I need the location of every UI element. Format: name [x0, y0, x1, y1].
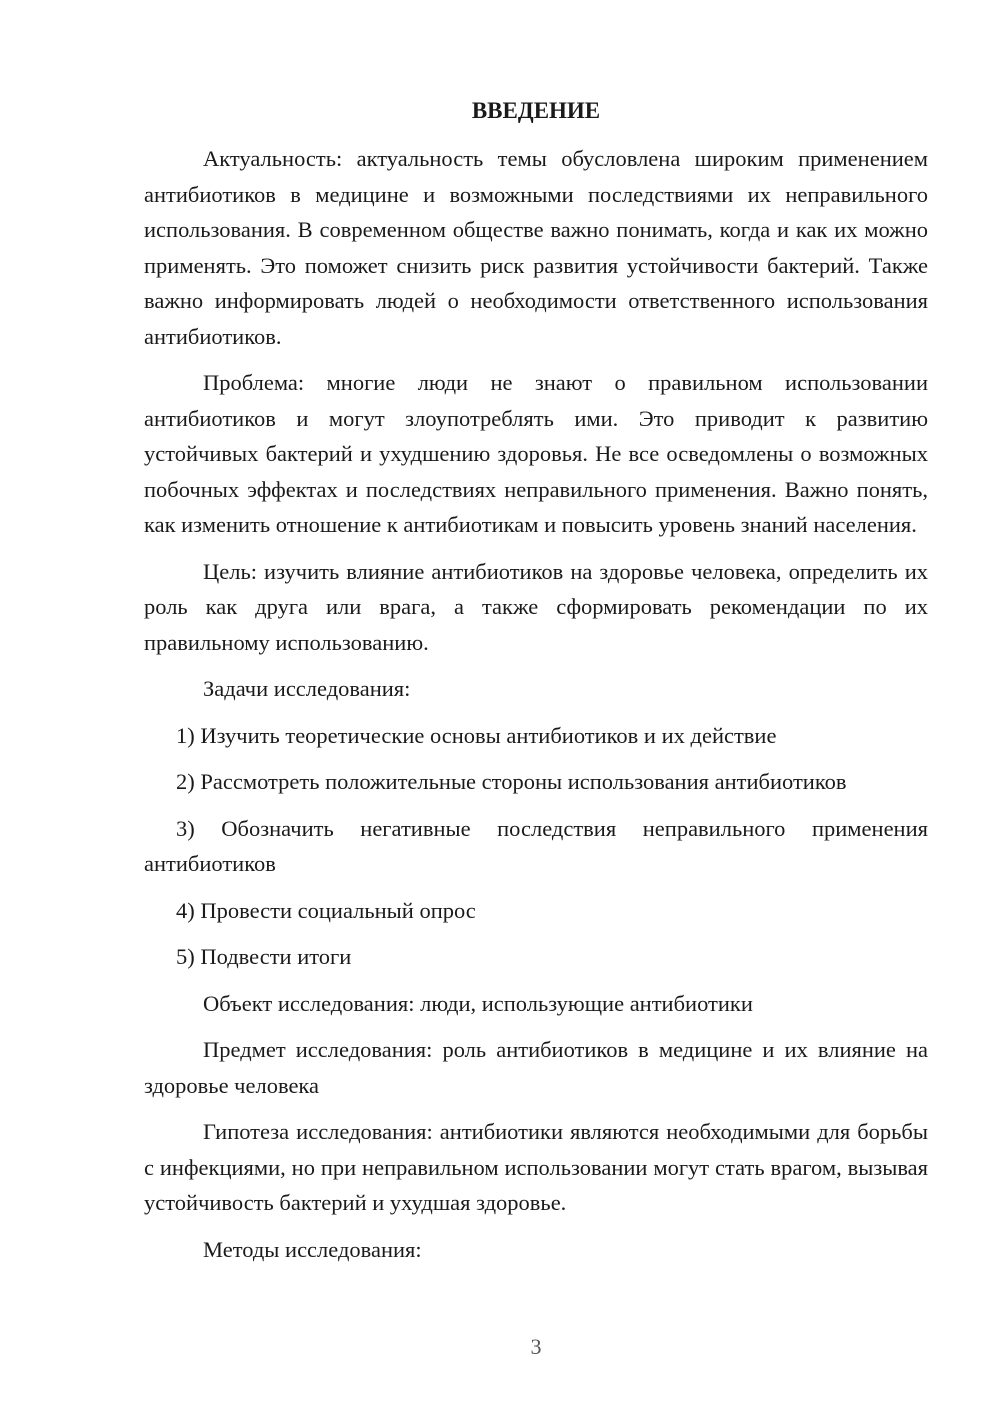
section-title: ВВЕДЕНИЕ — [471, 98, 601, 123]
paragraph-goal: Цель: изучить влияние антибиотиков на здоровье человека, определить их роль как друга или врага, а также сформировать рекомендации по их правильному использованию. — [144, 558, 928, 655]
task-item: 5) Подвести итоги — [176, 944, 352, 969]
tasks-heading: Задачи исследования: — [203, 676, 411, 701]
page-number: 3 — [530, 1334, 542, 1359]
task-item: 1) Изучить теоретические основы антибиотиков и их действие — [176, 722, 777, 748]
task-item: 4) Провести социальный опрос — [176, 897, 476, 923]
task-item: 3) Обозначить негативные последствия неправильного применения антибиотиков — [144, 815, 928, 876]
paragraph-object: Объект исследования: люди, использующие антибиотики — [203, 990, 753, 1016]
paragraph-hypothesis: Гипотеза исследования: антибиотики являются необходимыми для борьбы с инфекциями, но при неправильном использовании могут стать врагом, вызывая устойчивость бактерий и ухудшая здоровье. — [144, 1119, 928, 1215]
paragraph-relevance: Актуальность: актуальность темы обусловлена широким применением антибиотиков в медицине и возможными последствиями их неправильного использования. В современном обществе важно понимать, когда и как их можно применять. Это поможет снизить риск развития устойчивости бактерий. Также важно информировать людей о необходимости ответственного использования антибиотиков. — [144, 146, 928, 349]
paragraph-problem: Проблема: многие люди не знают о правильном использовании антибиотиков и могут злоупотреблять ими. Это приводит к развитию устойчивых бактерий и ухудшению здоровья. Не все осведомлены о возможных побочных эффектах и последствиях неправильного применения. Важно понять, как изменить отношение к антибиотикам и повысить уровень знаний населения. — [144, 370, 928, 537]
task-item: 2) Рассмотреть положительные стороны использования антибиотиков — [176, 769, 847, 794]
document-body — [144, 141, 928, 1278]
paragraph-subject: Предмет исследования: роль антибиотиков в медицине и их влияние на здоровье человека — [144, 1037, 928, 1098]
paragraph-methods: Методы исследования: — [203, 1236, 422, 1262]
